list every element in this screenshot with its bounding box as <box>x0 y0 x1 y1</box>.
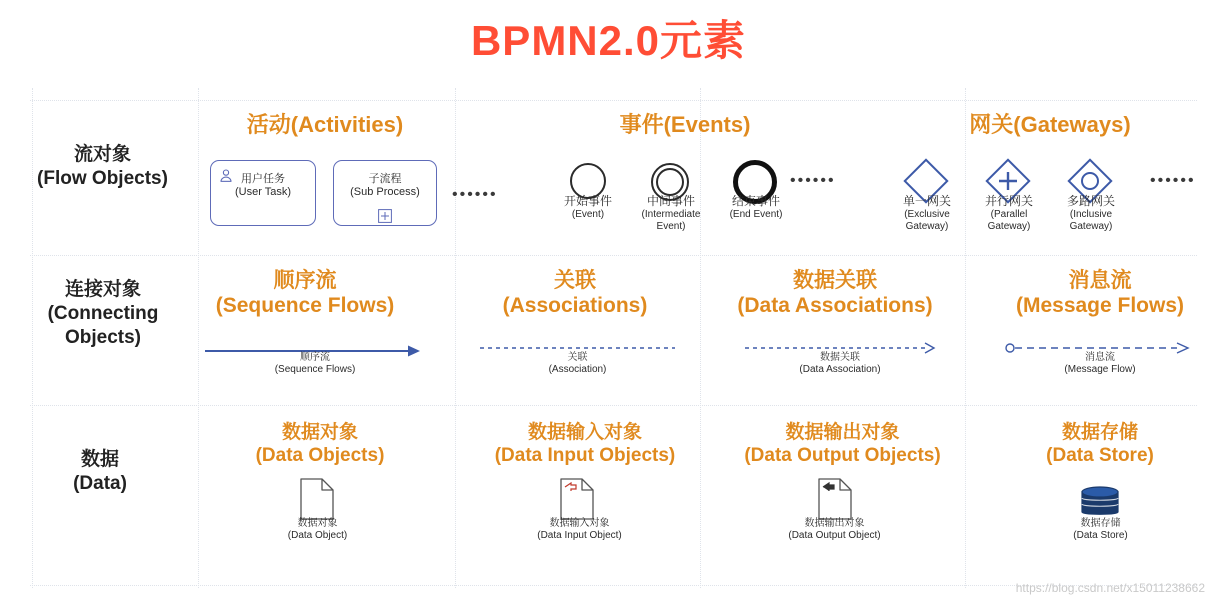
data-store-icon <box>1080 486 1120 518</box>
inclusive-gateway-label-en: (Inclusive Gateway) <box>1069 209 1113 232</box>
end-event-label-en: (End Event) <box>729 209 783 220</box>
category-gateways: 网关(Gateways) <box>969 112 1131 137</box>
category-events: 事件(Events) <box>619 112 751 137</box>
category-sequence-flows-cn: 顺序流 <box>273 269 337 292</box>
grid-guide <box>30 255 1197 256</box>
exclusive-gateway-label-cn: 单一网关 <box>902 194 951 208</box>
start-event-label-cn: 开始事件 <box>563 194 612 208</box>
category-data-output-objects-cn: 数据输出对象 <box>785 422 900 443</box>
intermediate-event-label-cn: 中间事件 <box>646 194 695 208</box>
category-data-store-cn: 数据存储 <box>1061 422 1138 443</box>
inclusive-gateway-ring-icon <box>1081 172 1099 190</box>
end-event-label-cn: 结束事件 <box>731 194 780 208</box>
end-event-label <box>715 194 797 221</box>
category-data-store <box>1000 422 1200 468</box>
message-flow-label-en: (Message Flow) <box>1064 364 1136 375</box>
sequence-flow-label-cn: 顺序流 <box>300 352 330 363</box>
events-ellipsis: •••••• <box>790 172 836 189</box>
sequence-flow-label <box>255 352 375 376</box>
exclusive-gateway-label-en: (Exclusive Gateway) <box>904 209 950 232</box>
row-label-cn: 连接对象 <box>64 279 141 300</box>
data-object-label <box>255 518 380 542</box>
data-store-label-cn: 数据存储 <box>1080 518 1121 529</box>
sub-process-label-cn: 子流程 <box>368 173 402 185</box>
data-input-object-label <box>517 518 642 542</box>
intermediate-event-label <box>630 194 712 233</box>
parallel-gateway-plus-icon <box>996 169 1020 193</box>
intermediate-event-inner-ring <box>656 168 684 196</box>
category-data-input-objects-cn: 数据输入对象 <box>527 422 642 443</box>
category-data-store-en: (Data Store) <box>1046 444 1154 466</box>
start-event-label-en: (Event) <box>571 209 605 220</box>
row-label-flow-objects <box>10 143 195 191</box>
row-label-cn: 流对象 <box>73 144 131 165</box>
category-associations <box>465 268 685 318</box>
grid-guide <box>198 88 199 588</box>
data-output-object-icon <box>818 478 852 520</box>
row-label-en: (Data) <box>73 472 127 494</box>
category-data-objects-en: (Data Objects) <box>255 444 385 466</box>
association-label <box>520 352 635 376</box>
row-label-en: (Connecting Objects) <box>47 302 159 348</box>
association-label-cn: 关联 <box>567 352 588 363</box>
row-label-cn: 数据 <box>80 449 119 470</box>
sub-process-label-en: (Sub Process) <box>350 186 420 199</box>
user-task-label <box>210 173 316 199</box>
category-sequence-flows <box>190 268 420 318</box>
parallel-gateway-label-cn: 并行网关 <box>984 194 1033 208</box>
message-flow-label-cn: 消息流 <box>1085 352 1115 363</box>
category-data-input-objects <box>470 422 700 468</box>
sequence-flow-label-en: (Sequence Flows) <box>274 364 356 375</box>
exclusive-gateway-label <box>888 194 966 233</box>
grid-guide <box>30 405 1197 406</box>
data-object-label-cn: 数据对象 <box>297 518 338 529</box>
watermark: https://blog.csdn.net/x15011238662 <box>1015 581 1205 595</box>
association-label-en: (Association) <box>548 364 607 375</box>
category-sequence-flows-en: (Sequence Flows) <box>215 294 395 318</box>
category-data-associations-en: (Data Associations) <box>737 294 933 318</box>
grid-guide <box>455 88 456 588</box>
message-flow-label <box>1045 352 1155 376</box>
parallel-gateway-label <box>970 194 1048 233</box>
data-store-label <box>1038 518 1163 542</box>
parallel-gateway-label-en: (Parallel Gateway) <box>987 209 1031 232</box>
intermediate-event-label-en: (Intermediate Event) <box>641 209 701 232</box>
category-associations-cn: 关联 <box>554 269 596 292</box>
row-label-connecting-objects <box>8 278 198 349</box>
category-data-objects-cn: 数据对象 <box>281 422 358 443</box>
category-data-objects <box>220 422 420 468</box>
category-data-associations-cn: 数据关联 <box>793 269 877 292</box>
data-input-object-label-en: (Data Input Object) <box>537 530 622 541</box>
data-input-object-label-cn: 数据输入对象 <box>549 518 610 529</box>
grid-guide <box>965 88 966 588</box>
inclusive-gateway-label-cn: 多路网关 <box>1066 194 1115 208</box>
data-input-object-icon <box>560 478 594 520</box>
page-title: BPMN2.0元素 <box>470 17 747 64</box>
data-object-icon <box>300 478 334 520</box>
category-message-flows-en: (Message Flows) <box>1015 294 1185 318</box>
row-label-en: (Flow Objects) <box>37 167 168 189</box>
category-associations-en: (Associations) <box>502 294 648 318</box>
sub-process-label <box>333 173 437 199</box>
category-message-flows-cn: 消息流 <box>1068 269 1132 292</box>
data-output-object-label-cn: 数据输出对象 <box>804 518 865 529</box>
data-store-label-en: (Data Store) <box>1073 530 1128 541</box>
user-task-label-cn: 用户任务 <box>241 173 285 185</box>
category-data-output-objects <box>725 422 960 468</box>
data-output-object-label <box>772 518 897 542</box>
data-output-object-label-en: (Data Output Object) <box>788 530 881 541</box>
inclusive-gateway-label <box>1052 194 1130 233</box>
category-data-output-objects-en: (Data Output Objects) <box>744 444 941 466</box>
data-object-label-en: (Data Object) <box>287 530 348 541</box>
gateways-ellipsis: •••••• <box>1150 172 1196 189</box>
category-message-flows <box>985 268 1215 318</box>
category-data-associations <box>710 268 960 318</box>
data-association-label <box>785 352 895 376</box>
grid-guide <box>700 88 701 588</box>
user-task-label-en: (User Task) <box>234 186 292 199</box>
activities-ellipsis: •••••• <box>452 186 498 203</box>
row-label-data <box>10 448 190 496</box>
category-data-input-objects-en: (Data Input Objects) <box>494 444 676 466</box>
sub-process-icon <box>378 209 392 223</box>
data-association-label-cn: 数据关联 <box>820 352 860 363</box>
association-icon <box>480 344 675 352</box>
grid-guide <box>30 100 1197 101</box>
data-association-label-en: (Data Association) <box>799 364 881 375</box>
category-activities: 活动(Activities) <box>246 112 404 137</box>
start-event-label <box>548 194 628 221</box>
